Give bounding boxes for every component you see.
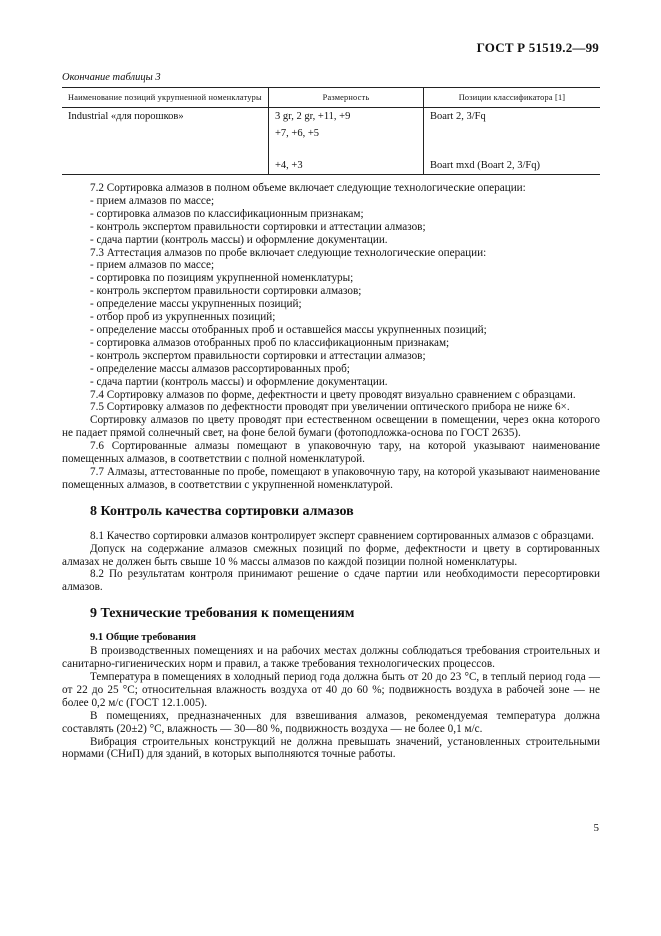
paragraph-8-2: 8.2 По результатам контроля принимают решение о сдаче партии или необходимости пересортировки алмазов. — [62, 568, 600, 594]
table-row — [62, 157, 600, 175]
list-item: - сортировка алмазов отобранных проб по классификационным признакам; — [90, 336, 450, 349]
list-item: - сортировка алмазов по классификационным признакам; — [90, 207, 364, 220]
table-caption: Окончание таблицы 3 — [62, 72, 161, 83]
paragraph-9-1-vibration: Вибрация строительных конструкций не должна превышать значений, установленных строительными нормами (СНиП) для зданий, в которых выполняются точные работы. — [62, 735, 600, 761]
cell-size: +4, +3 — [269, 157, 424, 175]
section-8-heading: 8 Контроль качества сортировки алмазов — [90, 503, 354, 519]
paragraph-9-1-a: В производственных помещениях и на рабочих местах должны соблюдаться требования строительных и санитарно-гигиенических норм и правил, а также требования технологических процессов. — [62, 645, 600, 671]
list-item: - контроль экспертом правильности сортировки и аттестации алмазов; — [90, 220, 426, 233]
standard-number: ГОСТ Р 51519.2—99 — [476, 40, 599, 55]
paragraph-8-1-tolerance: Допуск на содержание алмазов смежных позиций по форме, дефектности и цвету в сортированных алмазах не должен быть свыше 10 % массы алмазов по каждой позиции полной номенклатуры. — [62, 542, 600, 568]
paragraph-7-2: 7.2 Сортировка алмазов в полном объеме включает следующие технологические операции: — [90, 182, 526, 194]
list-item: - отбор проб из укрупненных позиций; — [90, 311, 276, 324]
paragraph-8-1: 8.1 Качество сортировки алмазов контролирует эксперт сравнением сортированных алмазов с образцами. — [90, 529, 594, 542]
list-item: - сдача партии (контроль массы) и оформление документации. — [90, 233, 388, 246]
list-item: - определение массы алмазов рассортированных проб; — [90, 362, 350, 375]
subsection-9-1-heading: 9.1 Общие требования — [90, 632, 196, 644]
cell-size: +7, +6, +5 — [269, 125, 424, 142]
cell-name: Industrial «для порошков» — [68, 111, 184, 122]
cell-classifier: Boart mxd (Boart 2, 3/Fq) — [424, 157, 601, 175]
list-item: - определение массы укрупненных позиций; — [90, 298, 302, 311]
classifier-table — [62, 87, 600, 175]
table-row — [62, 125, 600, 142]
list-item: - определение массы отобранных проб и оставшейся массы укрупненных позиций; — [90, 323, 487, 336]
section-9-heading: 9 Технические требования к помещениям — [90, 606, 355, 622]
table-header-row — [62, 88, 600, 108]
table-row — [62, 108, 600, 126]
paragraph-7-7: 7.7 Алмазы, аттестованные по пробе, помещают в упаковочную тару, на которой указывают наименование помещенных алмазов, в соответствии с укрупненной номенклатурой. — [62, 465, 600, 491]
paragraph-7-5-color: Сортировку алмазов по цвету проводят при естественном освещении в помещении, через окна которого не падает прямой солнечный свет, на фоне белой бумаги (фотоподложка-основа по ГОСТ 2635). — [62, 414, 600, 440]
list-item: - прием алмазов по массе; — [90, 259, 215, 272]
document-body — [62, 182, 600, 761]
list-item: - сдача партии (контроль массы) и оформление документации. — [90, 375, 388, 388]
paragraph-7-5: 7.5 Сортировку алмазов по дефектности проводят при увеличении оптического прибора не ниже 6×. — [90, 401, 570, 414]
paragraph-7-6: 7.6 Сортированные алмазы помещают в упаковочную тару, на которой указывают наименование помещенных алмазов, в соответствии с полной номенклатурой. — [62, 440, 600, 466]
paragraph-7-3: 7.3 Аттестация алмазов по пробе включает следующие технологические операции: — [90, 246, 487, 259]
list-item: - контроль экспертом правильности сортировки алмазов; — [90, 285, 362, 298]
list-item: - контроль экспертом правильности сортировки и аттестации алмазов; — [90, 349, 426, 362]
list-item: - прием алмазов по массе; — [90, 194, 215, 207]
column-header-classifier: Позиции классификатора [1] — [424, 88, 601, 108]
paragraph-7-4: 7.4 Сортировку алмазов по форме, дефектности и цвету проводят визуально сравнением с образцами. — [90, 388, 576, 401]
column-header-size: Размерность — [269, 88, 424, 108]
column-header-name: Наименование позиций укрупненной номенклатуры — [62, 88, 269, 108]
list-item: - сортировка по позициям укрупненной номенклатуры; — [90, 272, 354, 285]
cell-classifier: Boart 2, 3/Fq — [424, 108, 601, 126]
paragraph-9-1-temperature: Температура в помещениях в холодный период года должна быть от 20 до 23 °С, в теплый период года — от 22 до 25 °С; относительная влажность воздуха от 40 до 60 %; подвижность воздуха в рабочей зоне — не более 0,2 м/с (ГОСТ 12.1.005). — [62, 671, 600, 709]
cell-size: 3 gr, 2 gr, +11, +9 — [269, 108, 424, 126]
paragraph-9-1-weighing: В помещениях, предназначенных для взвешивания алмазов, рекомендуемая температура должна составлять (20±2) °С, влажность — 30—80 %, подвижность воздуха — не более 0,1 м/с. — [62, 709, 600, 735]
page-number: 5 — [593, 822, 599, 834]
